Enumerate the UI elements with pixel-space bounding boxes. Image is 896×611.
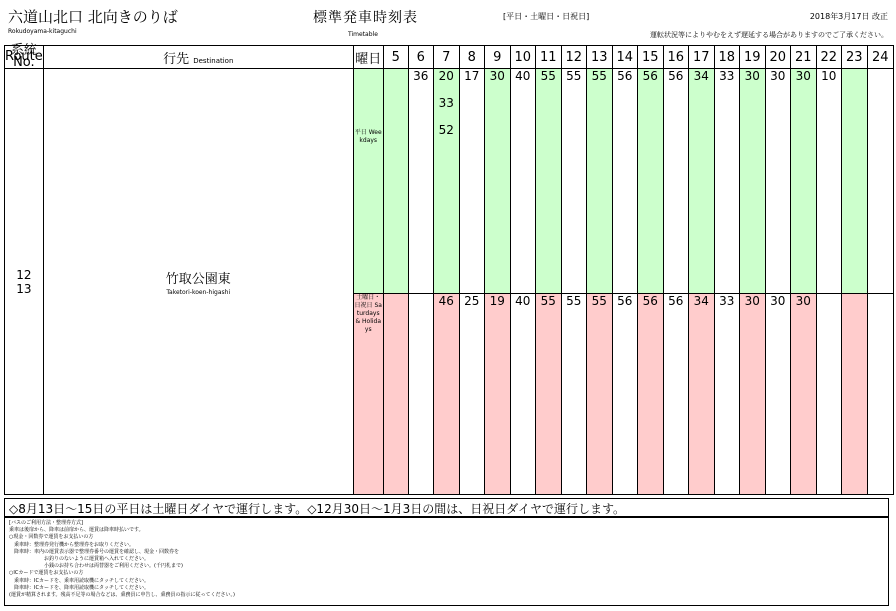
fare-info-line: 乗車は後扉から、降車は前扉から、運賃は降車時払いです。 xyxy=(9,527,144,534)
fare-info-line: 乗車時：整理券発行機から整理券をお取りください。 xyxy=(9,541,135,548)
departure-minute: 30 xyxy=(744,294,760,308)
hour-header: 15 xyxy=(637,46,663,69)
hour-header: 20 xyxy=(765,46,790,69)
destination-name: 竹取公園東 xyxy=(165,271,231,287)
hour-header: 5 xyxy=(383,46,408,69)
header-row xyxy=(5,46,894,69)
hour-header: 21 xyxy=(790,46,816,69)
departure-minute: 17 xyxy=(464,69,480,83)
revision-date: 2018年3月17日 改正 xyxy=(809,12,888,21)
minutes-cell xyxy=(408,294,433,495)
minutes-cell xyxy=(637,69,663,294)
departure-minute: 30 xyxy=(770,69,786,83)
fare-info-line: (運賃が精算されます。残高不足等の場合などは、乗務員に申告し、乗務員の指示に従ってください。) xyxy=(9,592,236,599)
hour-header: 12 xyxy=(561,46,586,69)
minutes-cell xyxy=(790,294,816,495)
hour-header: 8 xyxy=(459,46,484,69)
minutes-cell xyxy=(535,294,561,495)
hour-header: 13 xyxy=(586,46,612,69)
departure-minute: 56 xyxy=(642,69,658,83)
minutes-cell xyxy=(739,69,765,294)
minutes-cell xyxy=(484,69,510,294)
departure-minute: 56 xyxy=(642,294,658,308)
minutes-cell xyxy=(408,69,433,294)
fare-info-line: 降車時：ICカードを、降車用読取機にタッチしてください。 xyxy=(9,584,149,591)
minutes-cell xyxy=(535,69,561,294)
minutes-cell xyxy=(765,69,790,294)
minutes-cell xyxy=(714,69,739,294)
minutes-cell xyxy=(383,69,408,294)
departure-minute: 33 xyxy=(719,294,735,308)
departure-minute: 10 xyxy=(821,69,837,83)
minutes-cell xyxy=(637,294,663,495)
hour-header: 16 xyxy=(663,46,688,69)
fare-info-line: 乗車時：ICカードを、乗車用読取機にタッチしてください。 xyxy=(9,577,149,584)
departure-minute: 55 xyxy=(540,69,556,83)
minutes-cell xyxy=(663,69,688,294)
minutes-cell xyxy=(561,69,586,294)
departure-minute: 20 xyxy=(438,69,454,83)
minutes-cell xyxy=(688,294,714,495)
route-header: 系統 Route No. xyxy=(5,43,43,70)
minutes-cell xyxy=(663,294,688,495)
destination-header xyxy=(43,46,353,69)
destination-header-en: Destination xyxy=(193,56,234,65)
weekday-row xyxy=(5,69,894,294)
hour-header: 14 xyxy=(612,46,637,69)
hour-header: 10 xyxy=(510,46,535,69)
destination-name-en: Taketori-koen-higashi xyxy=(166,288,231,296)
delay-notice: 運転状況等によりやむをえず遅延する場合がありますのでご了承ください。 xyxy=(650,31,888,39)
minutes-cell xyxy=(867,69,893,294)
hour-header: 7 xyxy=(433,46,459,69)
departure-minute: 33 xyxy=(719,69,735,83)
minutes-cell xyxy=(841,294,867,495)
departure-minute: 40 xyxy=(515,69,531,83)
route-number: 13 xyxy=(16,281,32,296)
minutes-cell xyxy=(459,69,484,294)
fare-info-line: 小銭のお持ち合わせは両替器をご利用ください。(千円札まで) xyxy=(9,563,183,570)
hour-header: 19 xyxy=(739,46,765,69)
minutes-cell xyxy=(765,294,790,495)
minutes-cell xyxy=(484,294,510,495)
timetable-title: 標準発車時刻表 xyxy=(313,10,418,26)
route-number-cell xyxy=(5,69,44,495)
departure-minute: 56 xyxy=(617,294,633,308)
departure-minute: 55 xyxy=(566,69,582,83)
departure-minute: 34 xyxy=(693,69,709,83)
fare-info-line: お釣りのないように運賃箱へ入れてください。 xyxy=(9,556,150,563)
minutes-cell xyxy=(714,294,739,495)
minutes-cell xyxy=(433,294,459,495)
minutes-cell xyxy=(561,294,586,495)
departure-minute: 55 xyxy=(591,294,607,308)
hour-header: 24 xyxy=(867,46,893,69)
departure-minute: 40 xyxy=(515,294,531,308)
day-header: 曜日 xyxy=(353,46,383,69)
departure-minute: 25 xyxy=(464,294,480,308)
stop-name-roman: Rokudoyama-kitaguchi xyxy=(8,28,77,35)
fare-info-line: 降車時：車内の運賃表示器で整理券番号の運賃を確認し、現金・回数券を xyxy=(9,548,180,555)
departure-minute: 55 xyxy=(540,294,556,308)
destination-header-jp: 行先 xyxy=(163,51,190,67)
departure-minute: 30 xyxy=(489,69,505,83)
departure-minute: 56 xyxy=(668,69,684,83)
departure-minute: 46 xyxy=(438,294,454,308)
departure-minute: 33 xyxy=(438,96,454,110)
timetable-grid xyxy=(4,45,894,495)
minutes-cell xyxy=(612,69,637,294)
operation-note: ◇8月13日～15日の平日は土曜日ダイヤで運行します。◇12月30日～1月3日の間は、日祝日ダイヤで運行します。 xyxy=(4,498,889,517)
weekday-label: 平日 Weekdays xyxy=(353,69,383,294)
minutes-cell xyxy=(816,294,841,495)
hour-header: 11 xyxy=(535,46,561,69)
stop-name: 六道山北口 北向きのりば xyxy=(8,8,178,26)
departure-minute: 19 xyxy=(489,294,505,308)
departure-minute: 55 xyxy=(591,69,607,83)
departure-minute: 30 xyxy=(795,69,811,83)
departure-minute: 34 xyxy=(693,294,709,308)
minutes-cell xyxy=(586,294,612,495)
minutes-cell xyxy=(841,69,867,294)
weekend-label: 土曜日・日祝日 Saturdays & Holidays xyxy=(353,294,383,495)
departure-minute: 55 xyxy=(566,294,582,308)
timetable-subtitle: Timetable xyxy=(348,31,378,38)
fare-info-line: ○ICカードで運賃をお支払いの方 xyxy=(9,570,84,577)
fare-info-line: [バスのご利用方法・整理券方式] xyxy=(9,520,83,526)
fare-info-line: ○現金・回数券で運賃をお支払いの方 xyxy=(9,534,94,541)
departure-minute: 56 xyxy=(617,69,633,83)
minutes-cell xyxy=(383,294,408,495)
departure-minute: 30 xyxy=(795,294,811,308)
minutes-cell xyxy=(739,294,765,495)
minutes-cell xyxy=(433,69,459,294)
departure-minute: 56 xyxy=(668,294,684,308)
departure-minute: 30 xyxy=(770,294,786,308)
hour-header: 23 xyxy=(841,46,867,69)
minutes-cell xyxy=(867,294,893,495)
hour-header: 6 xyxy=(408,46,433,69)
fare-info-box xyxy=(4,517,889,606)
minutes-cell xyxy=(510,69,535,294)
minutes-cell xyxy=(790,69,816,294)
minutes-cell xyxy=(459,294,484,495)
departure-minute: 52 xyxy=(438,123,454,137)
route-number: 12 xyxy=(16,267,32,282)
hour-header: 9 xyxy=(484,46,510,69)
day-types: [平日・土曜日・日祝日] xyxy=(503,12,590,21)
minutes-cell xyxy=(510,294,535,495)
hour-header: 22 xyxy=(816,46,841,69)
hour-header: 18 xyxy=(714,46,739,69)
minutes-cell xyxy=(586,69,612,294)
departure-minute: 30 xyxy=(744,69,760,83)
hour-header: 17 xyxy=(688,46,714,69)
minutes-cell xyxy=(816,69,841,294)
departure-minute: 36 xyxy=(413,69,429,83)
minutes-cell xyxy=(688,69,714,294)
minutes-cell xyxy=(612,294,637,495)
destination-cell xyxy=(43,69,353,495)
